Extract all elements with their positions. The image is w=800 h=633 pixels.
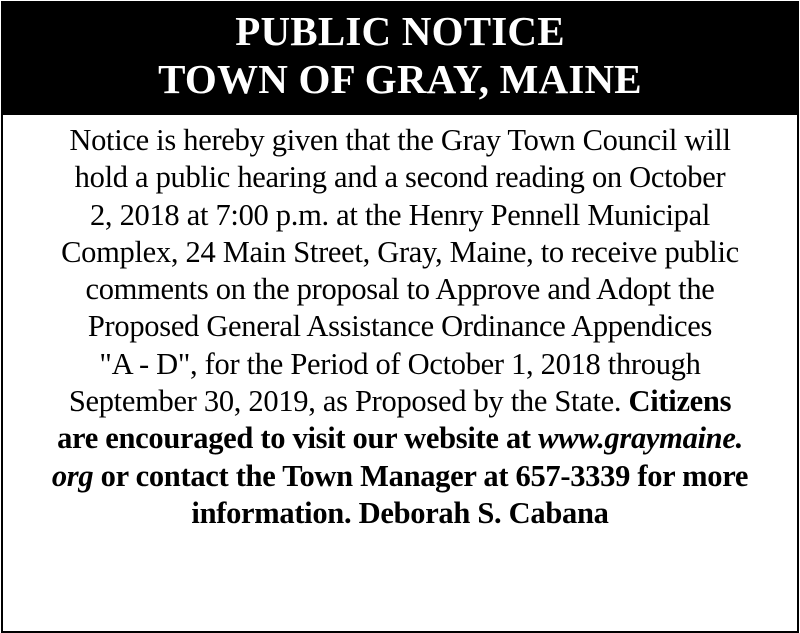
body-line-10 <box>3 458 797 495</box>
citizens-text: Citizens <box>628 384 732 419</box>
notice-title: PUBLIC NOTICE <box>235 8 565 54</box>
body-line-5: comments on the proposal to Approve and Adopt the <box>85 272 715 307</box>
public-notice <box>1 1 799 633</box>
body-line-4: Complex, 24 Main Street, Gray, Maine, to receive public <box>61 234 739 269</box>
body-line-2: hold a public hearing and a second reading on October <box>74 160 726 195</box>
website-url-part-1: www.graymaine. <box>538 421 743 456</box>
body-line-8 <box>3 383 797 420</box>
notice-body <box>3 122 797 532</box>
body-line-1: Notice is hereby given that the Gray Town Council will <box>69 123 731 157</box>
body-line-9 <box>3 420 797 457</box>
notice-header <box>3 3 797 115</box>
website-invite-text: are encouraged to visit our website at <box>57 421 539 456</box>
notice-town: TOWN OF GRAY, MAINE <box>158 56 642 102</box>
signature-line: information. Deborah S. Cabana <box>191 495 609 530</box>
body-line-6: Proposed General Assistance Ordinance Appendices <box>87 309 713 344</box>
body-line-3: 2, 2018 at 7:00 p.m. at the Henry Pennell Municipal <box>89 197 710 232</box>
body-line-7: "A - D", for the Period of October 1, 2018 through <box>99 346 701 381</box>
contact-manager-text: or contact the Town Manager at 657-3339 for more <box>93 458 749 493</box>
website-url-part-2: org <box>51 458 94 493</box>
body-line-8-text: September 30, 2019, as Proposed by the State. <box>68 384 629 419</box>
